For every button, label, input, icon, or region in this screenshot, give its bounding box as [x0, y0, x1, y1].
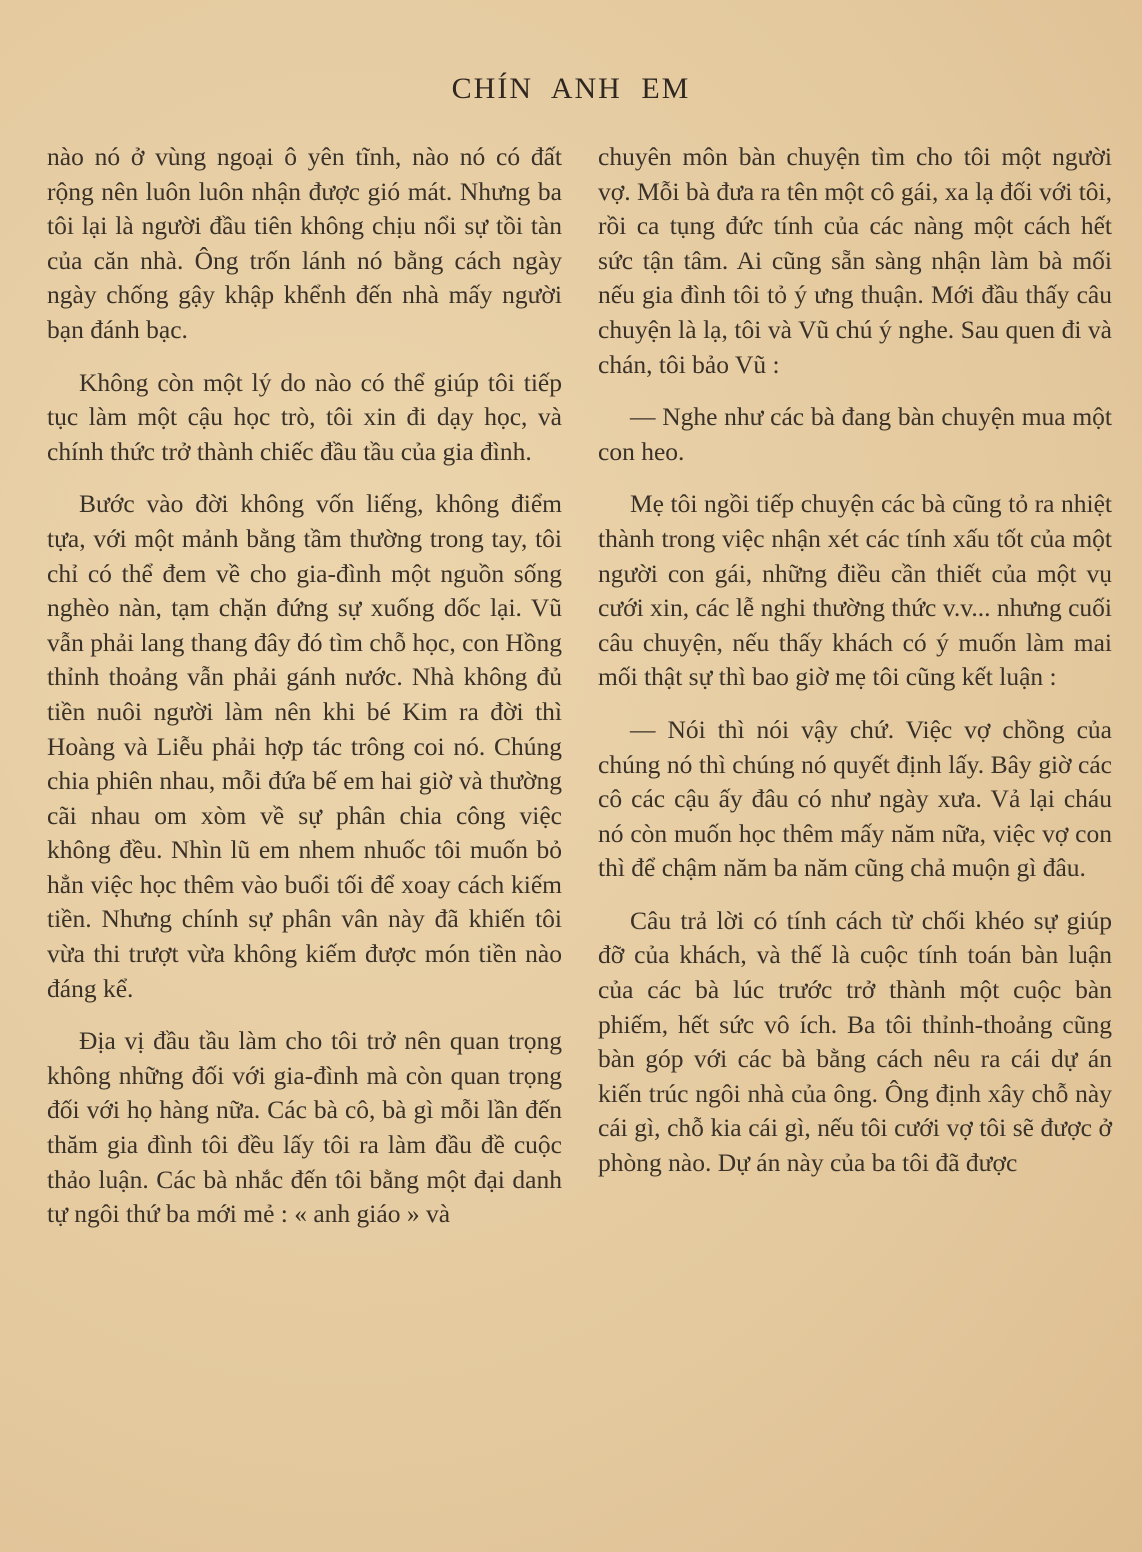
paragraph: Mẹ tôi ngồi tiếp chuyện các bà cũng tỏ ra nhiệt thành trong việc nhận xét các tính xấu tốt của một người con gái, những điều cần thiết của một vụ cưới xin, các lễ nghi thường thức v.v... nhưng cuối câu chuyện, nếu thấy khách có ý muốn làm mai mối thật sự thì bao giờ mẹ tôi cũng kết luận : [598, 489, 1112, 692]
paragraph: Không còn một lý do nào có thể giúp tôi tiếp tục làm một cậu học trò, tôi xin đi dạy học, và chính thức trở thành chiếc đầu tầu của gia đình. [47, 367, 562, 466]
paragraph: Câu trả lời có tính cách từ chối khéo sự giúp đỡ của khách, và thế là cuộc tính toán bàn luận của các bà lúc trước trở thành một cuộc bàn phiếm, hết sức vô ích. Ba tôi thỉnh-thoảng cũng bàn góp với các bà bằng cách nêu ra cái dự án kiến trúc ngôi nhà của ông. Ông định xây chỗ này cái gì, chỗ kia cái gì, nếu tôi cưới vợ tôi sẽ được ở phòng nào. Dự án này của ba tôi đã được [598, 905, 1112, 1178]
paragraph: Bước vào đời không vốn liếng, không điểm tựa, với một mảnh bằng tầm thường trong tay, tôi chỉ có thể đem về cho gia-đình một nguồn sống nghèo nàn, tạm chặn đứng sự xuống dốc lại. Vũ vẫn phải lang thang đây đó tìm chỗ học, con Hồng thỉnh thoảng vẫn phải gánh nước. Nhà không đủ tiền nuôi người làm nên khi bé Kim ra đời thì Hoàng và Liễu phải hợp tác trông coi nó. Chúng chia phiên nhau, mỗi đứa bế em hai giờ và thường cãi nhau om xòm về sự phân chia công việc không đều. Nhìn lũ em nhem nhuốc tôi muốn bỏ hẳn việc học thêm vào buổi tối để xoay cách kiếm tiền. Nhưng chính sự phân vân này đã khiến tôi vừa thi trượt vừa không kiếm được món tiền nào đáng kể. [47, 489, 562, 1003]
paragraph: chuyên môn bàn chuyện tìm cho tôi một người vợ. Mỗi bà đưa ra tên một cô gái, xa lạ đối với tôi, rồi ca tụng đức tính của các nàng một cách hết sức tận tâm. Ai cũng sẵn sàng nhận làm bà mối nếu gia đình tôi tỏ ý ưng thuận. Mới đầu thấy câu chuyện là lạ, tôi và Vũ chú ý nghe. Sau quen đi và chán, tôi bảo Vũ : [598, 142, 1112, 379]
dialogue-paragraph: — Nghe như các bà đang bàn chuyện mua một con heo. [598, 402, 1112, 466]
page-header: CHÍN ANH EM [451, 72, 691, 105]
paragraph: Địa vị đầu tầu làm cho tôi trở nên quan trọng không những đối với gia-đình mà còn quan trọng đối với họ hàng nữa. Các bà cô, bà gì mỗi lần đến thăm gia đình tôi đều lấy tôi ra làm đầu đề cuộc thảo luận. Các bà nhắc đến tôi bằng một đại danh tự ngôi thứ ba mới mẻ : « anh giáo » và [47, 1026, 562, 1229]
paragraph: nào nó ở vùng ngoại ô yên tĩnh, nào nó có đất rộng nên luôn luôn nhận được gió mát. Nhưng ba tôi lại là người đầu tiên không chịu nổi sự tồi tàn của căn nhà. Ông trốn lánh nó bằng cách ngày ngày chống gậy khập khểnh đến nhà mấy người bạn đánh bạc. [47, 142, 562, 344]
left-column [47, 140, 562, 1232]
right-column [598, 140, 1112, 1181]
dialogue-paragraph: — Nói thì nói vậy chứ. Việc vợ chồng của chúng nó thì chúng nó quyết định lấy. Bây giờ các cô các cậu ấy đâu có như ngày xưa. Vả lại cháu nó còn muốn học thêm mấy năm nữa, việc vợ con thì để chậm năm ba năm cũng chả muộn gì đâu. [598, 714, 1112, 883]
